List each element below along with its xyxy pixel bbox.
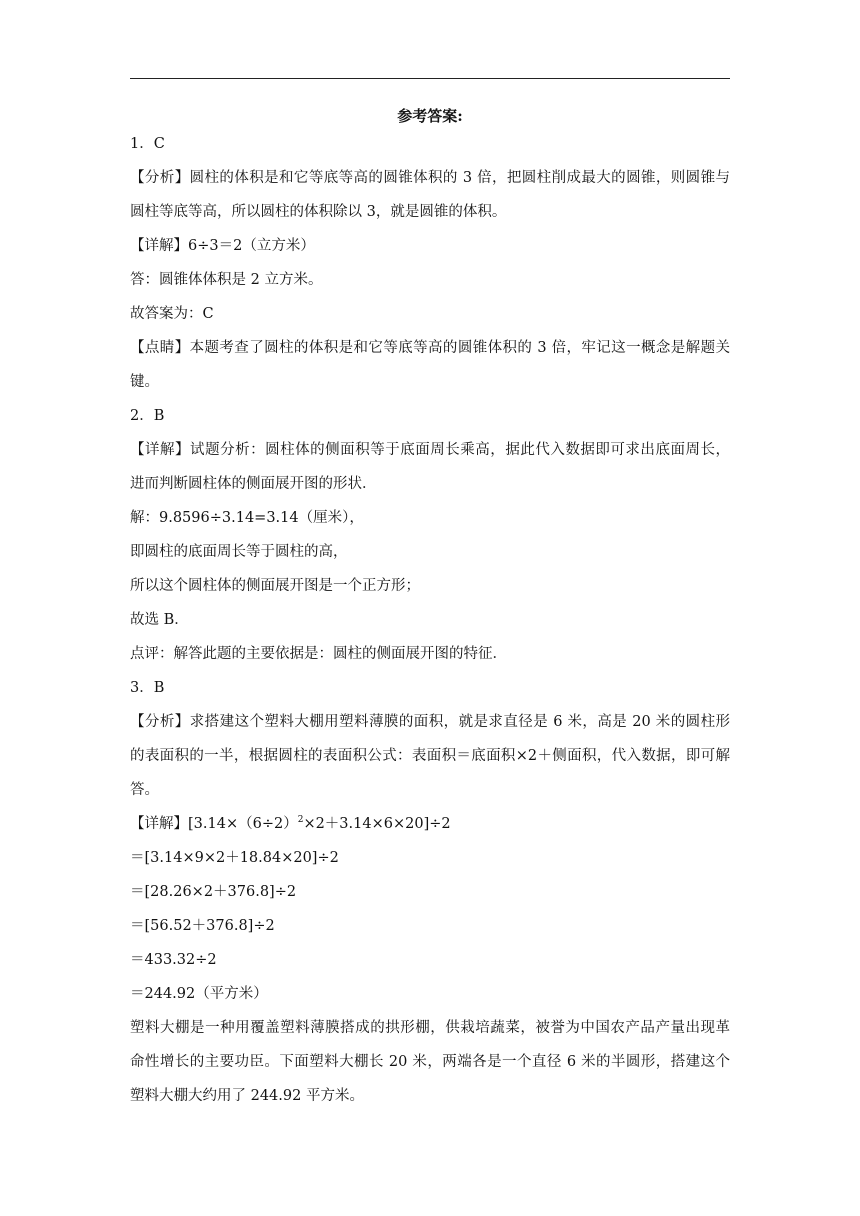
q3-detail [130,812,730,846]
q1-choice: 故答案为：C [130,306,214,322]
q3-step: ＝[3.14×9×2＋18.84×20]÷2 [130,850,339,866]
q2-detail-line: 进而判断圆柱体的侧面展开图的形状． [130,476,377,492]
q1-analysis-line: 圆柱等底等高，所以圆柱的体积除以 3，就是圆锥的体积。 [130,204,507,220]
q2-review: 点评：解答此题的主要依据是：圆柱的侧面展开图的特征． [130,646,507,662]
header-rule [130,78,730,79]
q1-comment-line: 键。 [130,374,159,390]
q3-problem-line: 塑料大棚是一种用覆盖塑料薄膜搭成的拱形棚，供栽培蔬菜，被誉为中国农产品产量出现革 [130,1020,730,1036]
q1-detail: 【详解】6÷3＝2（立方米） [130,238,315,254]
answer-3-label: 3．B [130,680,165,696]
answer-1-label: 1．C [130,136,165,152]
q1-comment-line: 【点睛】本题考查了圆柱的体积是和它等底等高的圆锥体积的 3 倍，牢记这一概念是解题关 [130,340,730,356]
q3-problem-line: 命性增长的主要功臣。下面塑料大棚长 20 米，两端各是一个直径 6 米的半圆形，搭建这个 [130,1054,730,1070]
q3-detail-suffix: ×2＋3.14×6×20]÷2 [303,816,451,832]
answer-2-label: 2．B [130,408,165,424]
q2-step: 即圆柱的底面周长等于圆柱的高， [130,544,348,560]
q3-step: ＝244.92（平方米） [130,986,268,1002]
q3-analysis-line: 答。 [130,782,159,798]
q1-analysis-line: 【分析】圆柱的体积是和它等底等高的圆锥体积的 3 倍，把圆柱削成最大的圆锥，则圆锥与 [130,170,730,186]
q3-analysis-line: 的表面积的一半，根据圆柱的表面积公式：表面积＝底面积×2＋侧面积，代入数据，即可解 [130,748,730,764]
q1-answer: 答：圆锥体体积是 2 立方米。 [130,272,323,288]
q2-detail-line: 【详解】试题分析：圆柱体的侧面积等于底面周长乘高，据此代入数据即可求出底面周长， [130,442,730,458]
q2-choice: 故选 B． [130,612,189,628]
q3-step: ＝433.32÷2 [130,952,217,968]
q3-step: ＝[28.26×2＋376.8]÷2 [130,884,297,900]
answer-content [130,132,730,1118]
q2-solve: 解：9.8596÷3.14=3.14（厘米）， [130,510,364,526]
q2-step: 所以这个圆柱体的侧面展开图是一个正方形； [130,578,420,594]
q3-detail-prefix: 【详解】[3.14×（6÷2） [130,816,298,832]
q3-analysis-line: 【分析】求搭建这个塑料大棚用塑料薄膜的面积，就是求直径是 6 米，高是 20 米的圆柱形 [130,714,730,730]
q3-step: ＝[56.52＋376.8]÷2 [130,918,275,934]
q3-problem-line: 塑料大棚大约用了 244.92 平方米。 [130,1088,364,1104]
page-title: 参考答案: [397,107,463,125]
q3-detail-exponent: 2 [297,815,304,826]
